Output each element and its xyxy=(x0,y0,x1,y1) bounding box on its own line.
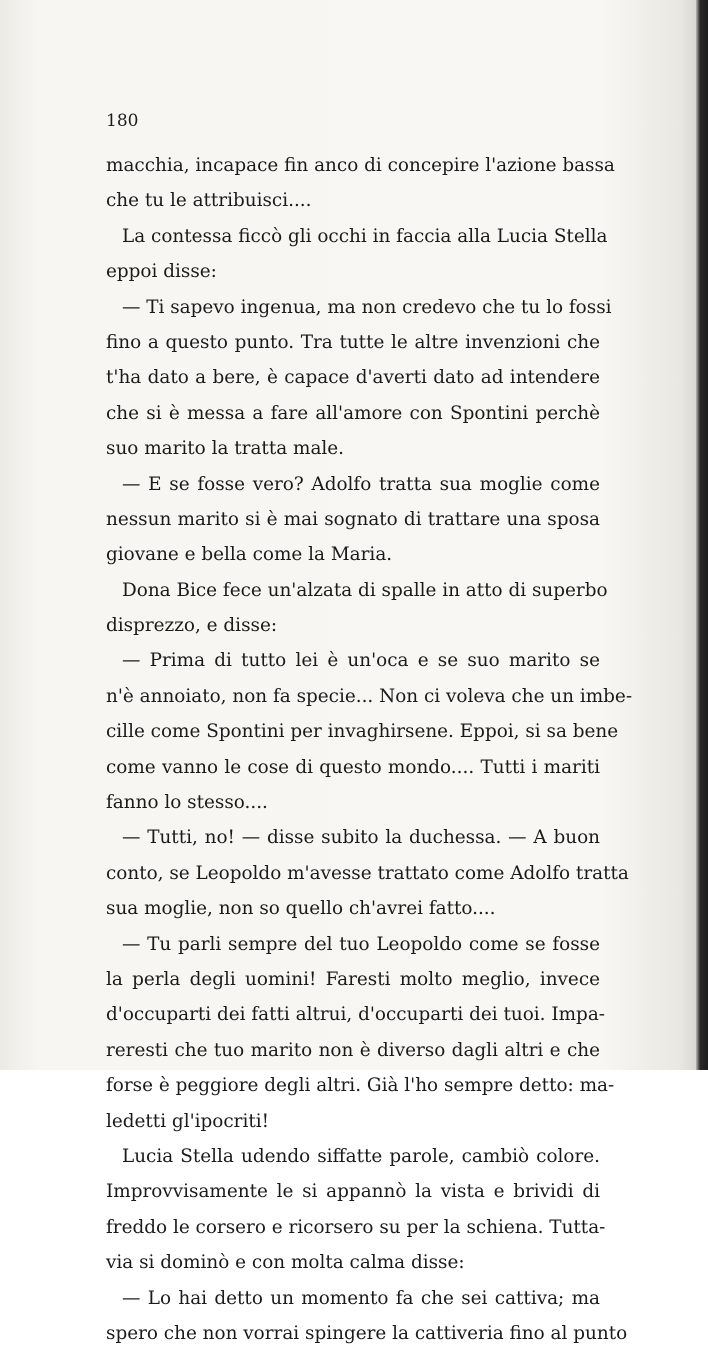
page-text-block xyxy=(106,110,633,1351)
text-line: spero che non vorrai spingere la cattiveria fino al punto xyxy=(106,1322,628,1344)
text-line: La contessa ficcò gli occhi in faccia alla Lucia Stella xyxy=(122,225,608,247)
text-line: cille come Spontini per invaghirsene. Eppoi, si sa bene xyxy=(106,721,619,743)
text-line: freddo le corsero e ricorsero su per la schiena. Tutta- xyxy=(106,1216,606,1238)
text-line: che tu le attribuisci.... xyxy=(106,190,312,212)
text-line: eppoi disse: xyxy=(106,261,217,283)
text-line: — E se fosse vero? Adolfo tratta sua moglie come xyxy=(122,473,600,495)
text-line: fanno lo stesso.... xyxy=(106,792,268,814)
page-number: 180 xyxy=(106,111,139,131)
text-line: — Tu parli sempre del tuo Leopoldo come se fosse xyxy=(122,933,600,955)
text-line: sua moglie, non so quello ch'avrei fatto.... xyxy=(106,898,496,920)
text-line: che si è messa a fare all'amore con Spontini perchè xyxy=(106,402,600,424)
text-line: reresti che tuo marito non è diverso dagli altri e che xyxy=(106,1039,600,1061)
text-line: la perla degli uomini! Faresti molto meglio, invece xyxy=(106,968,600,990)
text-lines xyxy=(106,148,633,1351)
text-line: conto, se Leopoldo m'avesse trattato come Adolfo tratta xyxy=(106,862,629,884)
text-line: — Lo hai detto un momento fa che sei cattiva; ma xyxy=(122,1287,600,1309)
text-line: ledetti gl'ipocriti! xyxy=(106,1110,270,1132)
text-line: macchia, incapace fin anco di concepire l'azione bassa xyxy=(106,155,615,176)
text-line: via si dominò e con molta calma disse: xyxy=(106,1252,465,1274)
text-line: — Tutti, no! — disse subito la duchessa. — A buon xyxy=(122,827,600,849)
text-line: disprezzo, e disse: xyxy=(106,615,278,637)
text-line: Improvvisamente le si appannò la vista e brividi di xyxy=(106,1181,600,1203)
text-line: Lucia Stella udendo siffatte parole, cambiò colore. xyxy=(122,1145,600,1167)
text-line: Dona Bice fece un'alzata di spalle in atto di superbo xyxy=(122,579,608,601)
text-line: forse è peggiore degli altri. Già l'ho sempre detto: ma- xyxy=(106,1075,615,1097)
text-line: suo marito la tratta male. xyxy=(106,438,345,460)
text-line: n'è annoiato, non fa specie... Non ci voleva che un imbe- xyxy=(106,685,633,707)
text-line: come vanno le cose di questo mondo.... Tutti i mariti xyxy=(106,756,600,778)
text-line: — Ti sapevo ingenua, ma non credevo che tu lo fossi xyxy=(122,296,612,318)
text-line: — Prima di tutto lei è un'oca e se suo marito se xyxy=(122,650,600,672)
text-line: t'ha dato a bere, è capace d'averti dato ad intendere xyxy=(106,367,600,389)
text-line: d'occuparti dei fatti altrui, d'occuparti dei tuoi. Impa- xyxy=(106,1004,606,1026)
page-binding-edge xyxy=(696,0,708,1070)
text-line: fino a questo punto. Tra tutte le altre invenzioni che xyxy=(106,331,600,353)
text-line: giovane e bella come la Maria. xyxy=(106,544,393,566)
text-line: nessun marito si è mai sognato di trattare una sposa xyxy=(106,508,600,530)
